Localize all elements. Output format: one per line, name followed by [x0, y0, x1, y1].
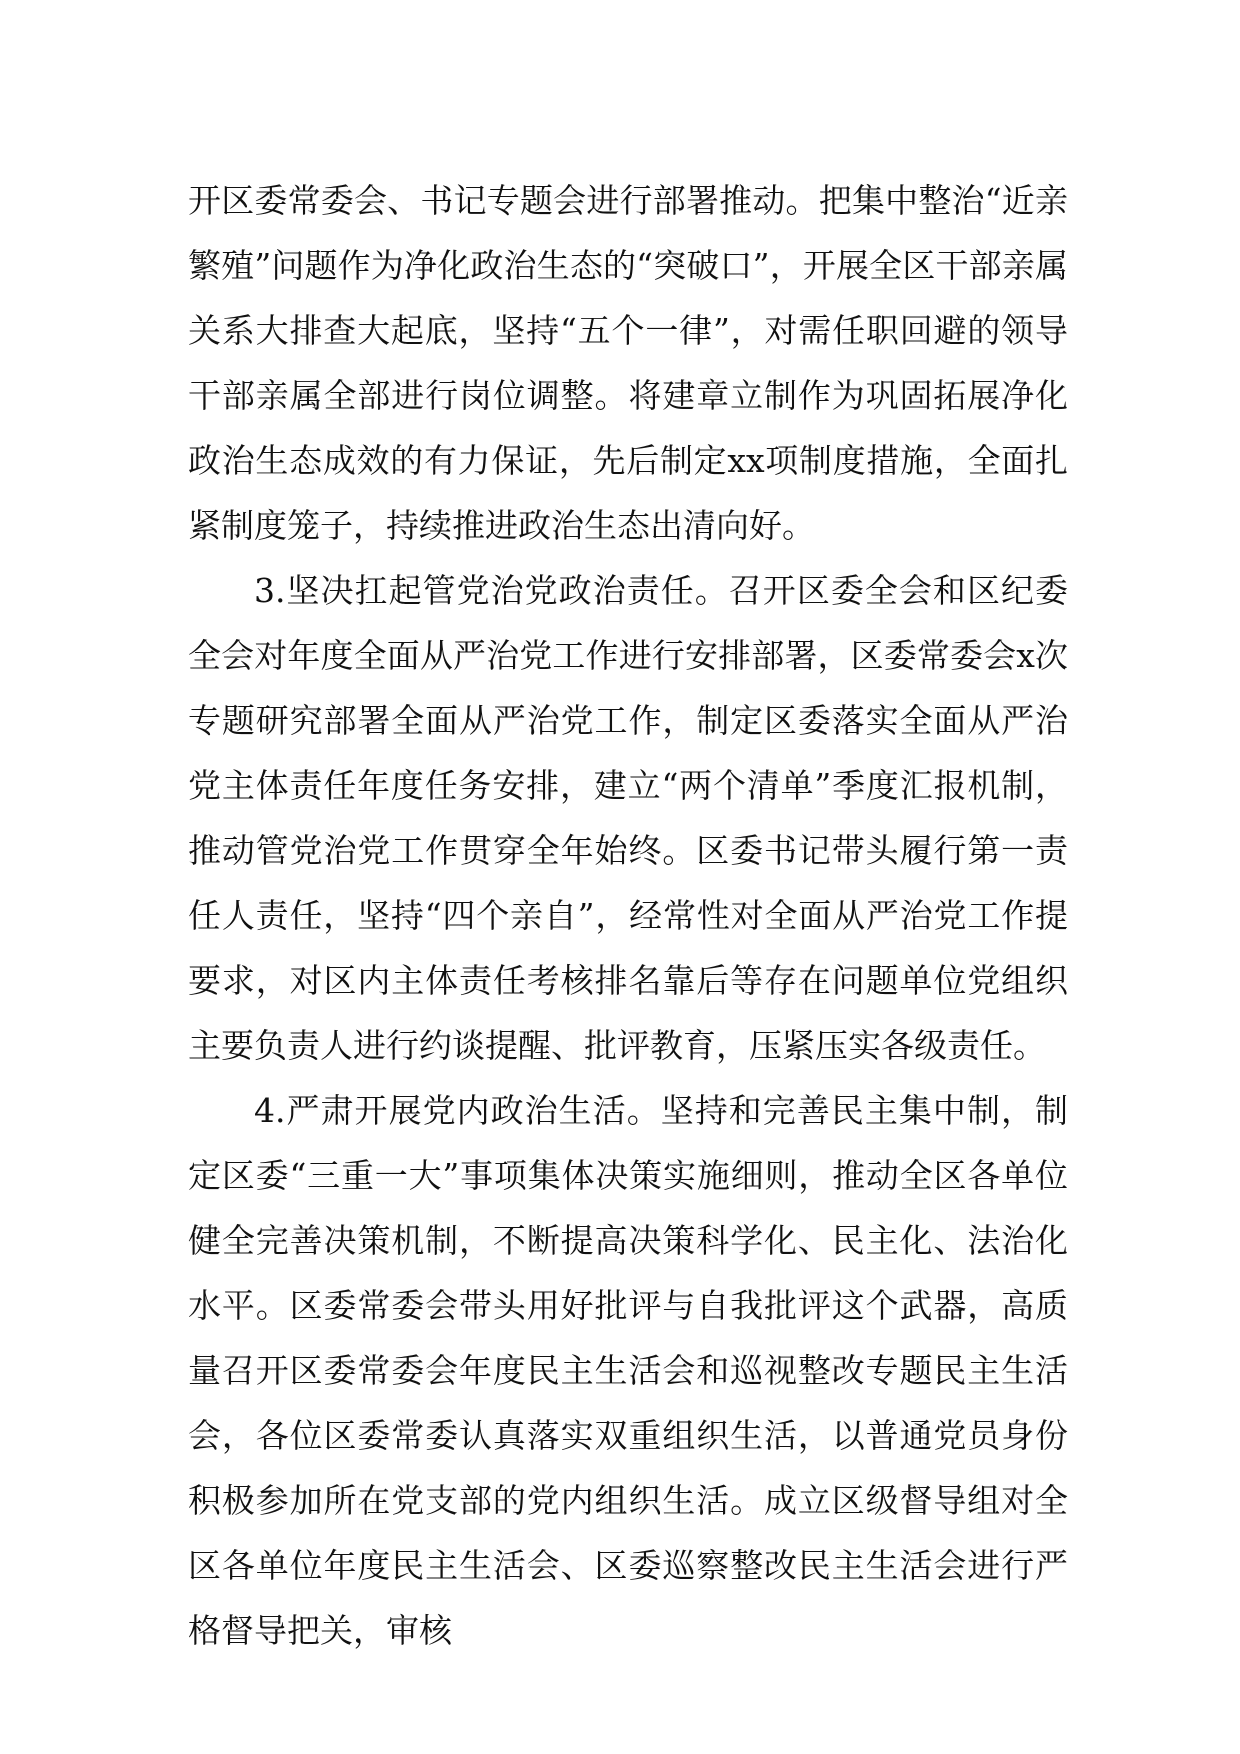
- paragraph-2: 3.坚决扛起管党治党政治责任。召开区委全会和区纪委全会对年度全面从严治党工作进行安排部署，区委常委会x次专题研究部署全面从严治党工作，制定区委落实全面从严治党主体责任年度任务安排，建立“两个清单”季度汇报机制，推动管党治党工作贯穿全年始终。区委书记带头履行第一责任人责任，坚持“四个亲自”，经常性对全面从严治党工作提要求，对区内主体责任考核排名靠后等存在问题单位党组织主要负责人进行约谈提醒、批评教育，压紧压实各级责任。: [188, 571, 1068, 1065]
- paragraph-3: 4.严肃开展党内政治生活。坚持和完善民主集中制，制定区委“三重一大”事项集体决策实施细则，推动全区各单位健全完善决策机制，不断提高决策科学化、民主化、法治化水平。区委常委会带头用好批评与自我批评这个武器，高质量召开区委常委会年度民主生活会和巡视整改专题民主生活会，各位区委常委认真落实双重组织生活，以普通党员身份积极参加所在党支部的党内组织生活。成立区级督导组对全区各单位年度民主生活会、区委巡察整改民主生活会进行严格督导把关，审核: [188, 1091, 1068, 1650]
- document-body: [188, 168, 1068, 1663]
- paragraph-1: 开区委常委会、书记专题会进行部署推动。把集中整治“近亲繁殖”问题作为净化政治生态的“突破口”，开展全区干部亲属关系大排查大起底，坚持“五个一律”，对需任职回避的领导干部亲属全部进行岗位调整。将建章立制作为巩固拓展净化政治生态成效的有力保证，先后制定xx项制度措施，全面扎紧制度笼子，持续推进政治生态出清向好。: [188, 181, 1068, 545]
